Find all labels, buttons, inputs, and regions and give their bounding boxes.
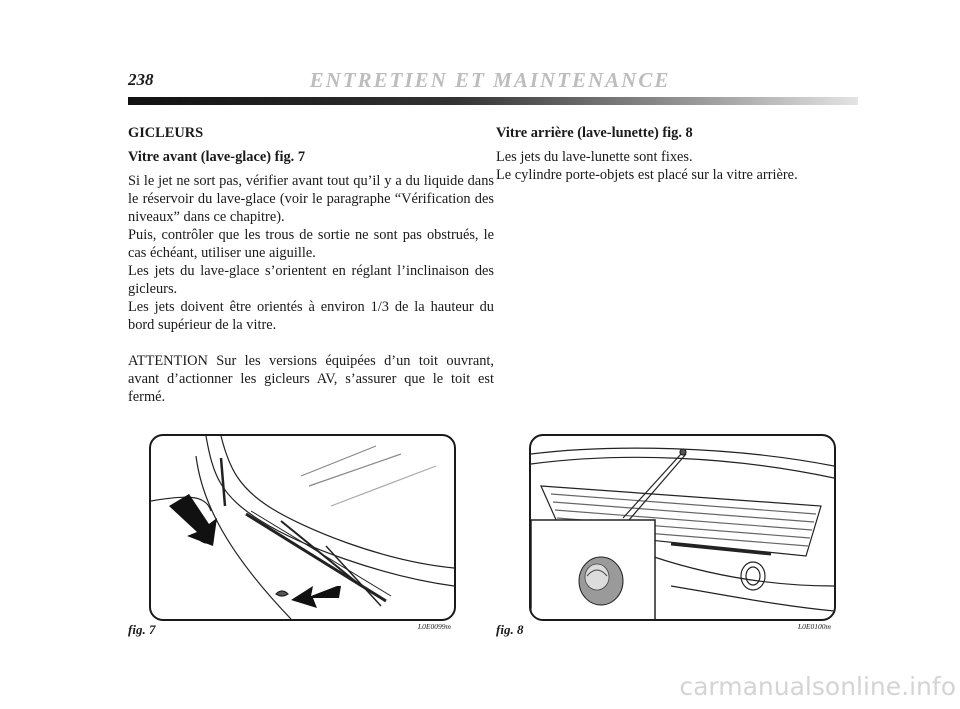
figure-8-code: L0E0100m <box>798 622 831 631</box>
page-number: 238 <box>128 70 154 89</box>
left-column <box>128 124 494 406</box>
figure-8 <box>529 434 836 621</box>
figure-7 <box>149 434 456 621</box>
page-title: ENTRETIEN ET MAINTENANCE <box>309 68 671 92</box>
windscreen-washer-illustration <box>151 436 454 619</box>
paragraph: Si le jet ne sort pas, vérifier avant tout qu’il y a du liquide dans le réservoir du lave-glace (voir le paragraphe “Vérification des niveaux” dans ce chapitre). <box>128 173 494 225</box>
arrow-icon <box>291 586 341 608</box>
header-rule <box>128 97 858 105</box>
watermark: carmanualsonline.info <box>679 672 956 701</box>
paragraph: Les jets du lave-lunette sont fixes. <box>496 149 693 165</box>
figure-8-caption: fig. 8 <box>496 622 524 637</box>
right-column <box>496 124 866 184</box>
figure-7-code: L0E0099m <box>418 622 451 631</box>
subheading-front: Vitre avant (lave-glace) fig. 7 <box>128 149 306 165</box>
paragraph: Le cylindre porte-objets est placé sur la vitre arrière. <box>496 167 798 183</box>
nozzle-detail-inset <box>531 520 655 619</box>
paragraph: Les jets du lave-glace s’orientent en réglant l’inclinaison des gicleurs. <box>128 263 494 297</box>
paragraph: Les jets doivent être orientés à environ 1/3 de la hauteur du bord supérieur de la vitre. <box>128 299 494 333</box>
figure-7-caption: fig. 7 <box>128 622 156 637</box>
warning-text: ATTENTION Sur les versions équipées d’un toit ouvrant, avant d’actionner les gicleurs AV, s’assurer que le toit est fermé. <box>128 353 494 405</box>
subheading-rear: Vitre arrière (lave-lunette) fig. 8 <box>496 125 693 141</box>
arrow-icon <box>169 494 217 546</box>
section-heading: GICLEURS <box>128 125 204 141</box>
rear-washer-illustration <box>531 436 834 619</box>
paragraph: Puis, contrôler que les trous de sortie ne sont pas obstrués, le cas échéant, utiliser une aiguille. <box>128 227 494 261</box>
